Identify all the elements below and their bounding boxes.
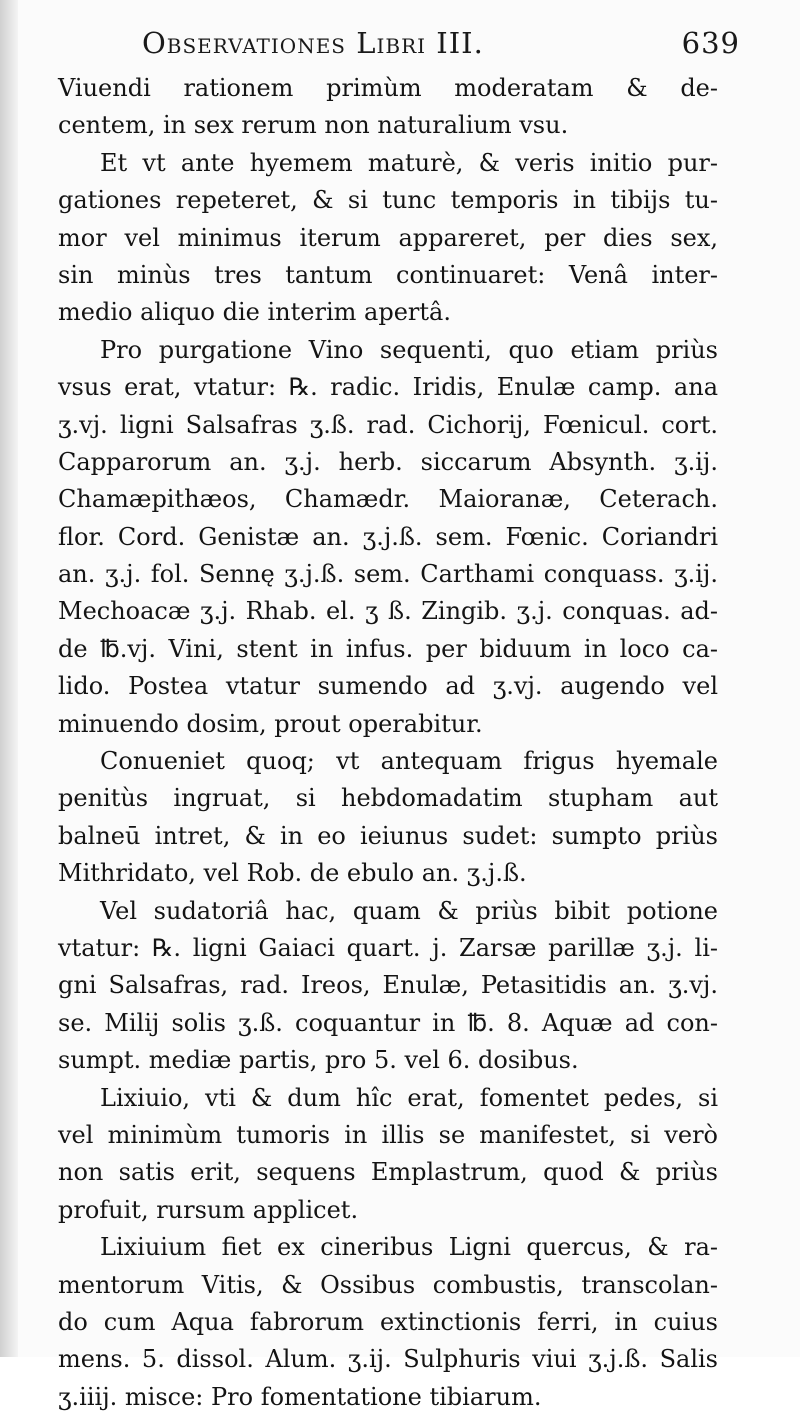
text-line: minuendo dosim, prout operabitur.: [58, 709, 483, 738]
text-line: Capparorum an. ʒ.j. herb. siccarum Absynth. ʒ.ij.: [58, 447, 718, 476]
text-line: mens. 5. dissol. Alum. ʒ.ij. Sulphuris viui ʒ.j.ß. Salis: [58, 1345, 718, 1374]
text-line: Et vt ante hyemem maturè, & veris initio pur-: [100, 148, 718, 177]
text-line: ʒ.vj. ligni Salsafras ʒ.ß. rad. Cichorij, Fœnicul. cort.: [58, 410, 718, 439]
text-line: an. ʒ.j. fol. Sennę ʒ.j.ß. sem. Carthami conquass. ʒ.ij.: [58, 560, 718, 589]
text-line: Conueniet quoq; vt antequam frigus hyemale: [100, 747, 718, 776]
text-line: sumpt. mediæ partis, pro 5. vel 6. dosibus.: [58, 1046, 579, 1075]
running-head: [130, 20, 740, 70]
text-line: lido. Postea vtatur sumendo ad ʒ.vj. augendo vel: [58, 672, 718, 701]
text-line: Vel sudatoriâ hac, quam & priùs bibit potione: [100, 896, 718, 925]
text-line: gationes repeteret, & si tunc temporis in tibijs tu-: [58, 186, 718, 215]
text-line: balneū intret, & in eo ieiunus sudet: sumpto priùs: [58, 821, 718, 850]
text-line: Lixiuio, vti & dum hîc erat, fomentet pedes, si: [100, 1083, 718, 1112]
text-line: centem, in sex rerum non naturalium vsu.: [58, 111, 569, 140]
text-line: vel minimùm tumoris in illis se manifestet, si verò: [58, 1120, 718, 1149]
text-line: non satis erit, sequens Emplastrum, quod & priùs: [58, 1158, 718, 1187]
text-line: sin minùs tres tantum continuaret: Venâ inter-: [58, 260, 718, 289]
text-line: penitùs ingruat, si hebdomadatim stupham aut: [58, 784, 718, 813]
text-line: profuit, rursum applicet.: [58, 1195, 359, 1224]
text-line: flor. Cord. Genistæ an. ʒ.j.ß. sem. Fœnic. Coriandri: [58, 522, 718, 551]
text-line: ʒ.iiij. misce: Pro fomentatione tibiarum.: [58, 1382, 542, 1411]
text-line: do cum Aqua fabrorum extinctionis ferri, in cuius: [58, 1307, 718, 1336]
text-line: vtatur: ℞. ligni Gaiaci quart. j. Zarsæ parillæ ʒ.j. li-: [58, 933, 718, 962]
text-line: se. Milij solis ʒ.ß. coquantur in ℔. 8. Aquæ ad con-: [58, 1008, 718, 1037]
text-line: Viuendi rationem primùm moderatam & de-: [58, 74, 718, 102]
running-title: Observationes Libri III.: [142, 26, 484, 60]
text-line: gni Salsafras, rad. Ireos, Enulæ, Petasitidis an. ʒ.vj.: [58, 971, 718, 1000]
text-line: Chamæpithæos, Chamædr. Maioranæ, Ceterach.: [58, 485, 718, 514]
text-line: Pro purgatione Vino sequenti, quo etiam priùs: [100, 335, 718, 364]
text-line: mor vel minimus iterum appareret, per dies sex,: [58, 223, 718, 252]
text-line: de ℔.vj. Vini, stent in infus. per biduum in loco ca-: [58, 634, 718, 663]
body-text: [58, 70, 718, 1416]
text-line: Lixiuium fiet ex cineribus Ligni quercus, & ra-: [100, 1233, 718, 1262]
text-line: Mithridato, vel Rob. de ebulo an. ʒ.j.ß.: [58, 859, 527, 888]
text-line: Mechoacæ ʒ.j. Rhab. el. ʒ ß. Zingib. ʒ.j. conquas. ad-: [58, 597, 718, 626]
page-number: 639: [681, 26, 740, 60]
text-line: mentorum Vitis, & Ossibus combustis, transcolan-: [58, 1270, 718, 1299]
text-line: vsus erat, vtatur: ℞. radic. Iridis, Enulæ camp. ana: [58, 373, 718, 402]
text-line: medio aliquo die interim apertâ.: [58, 298, 451, 327]
